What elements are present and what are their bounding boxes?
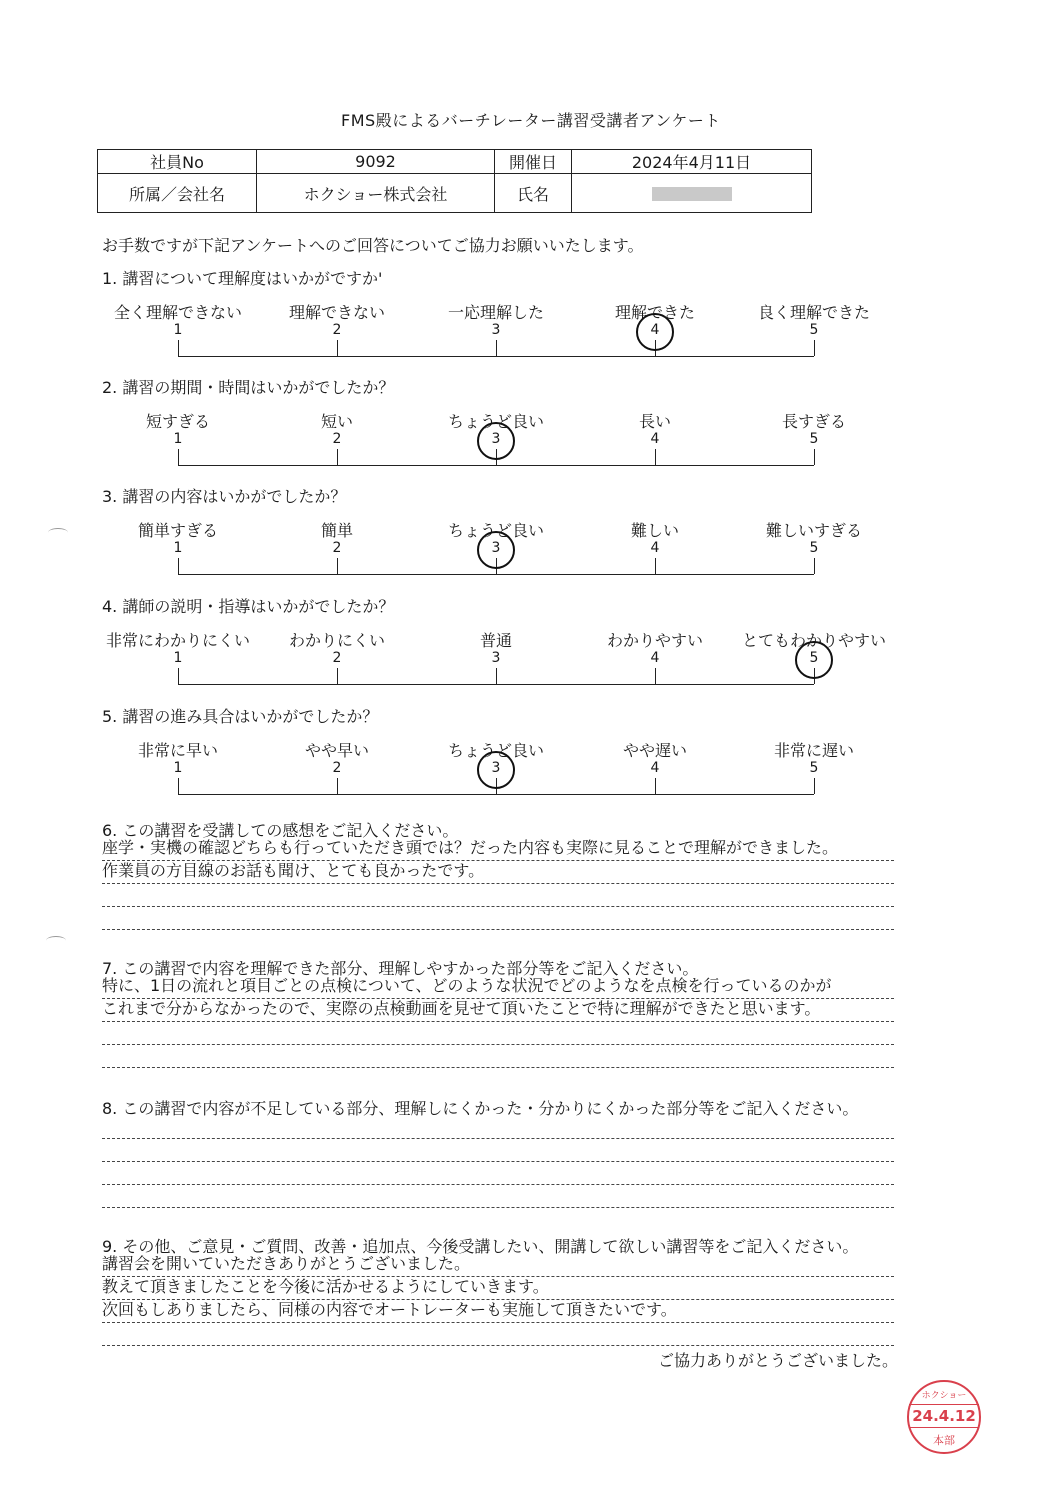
scale-number: 2	[332, 322, 342, 338]
answer-line: 作業員の方目線のお話も聞け、とても良かったです。	[102, 859, 894, 884]
question-4: 4. 講師の説明・指導はいかがでしたか？	[102, 597, 395, 616]
rating-scale-1	[0, 300, 1062, 370]
scale-label: 簡単	[320, 521, 353, 540]
stamp-company: ホクショー	[921, 1391, 967, 1401]
scale-tick	[814, 558, 815, 574]
question-3: 3. 講習の内容はいかがでしたか？	[102, 487, 347, 506]
scale-tick	[655, 668, 656, 684]
scale-label: やや遅い	[622, 741, 687, 760]
scale-number: 2	[332, 760, 342, 776]
scale-label: 長すぎる	[781, 412, 846, 431]
question-1: 1. 講習について理解度はいかがですか'	[102, 269, 383, 288]
scale-tick	[178, 558, 179, 574]
scale-number: 3	[491, 540, 501, 556]
scale-label: 長い	[638, 412, 671, 431]
answer-line	[102, 1020, 894, 1045]
scan-mark	[46, 936, 66, 945]
selected-answer-circle	[477, 751, 515, 789]
answer-line	[102, 1321, 894, 1346]
scale-number: 3	[491, 650, 501, 666]
company-value: ホクショー株式会社	[257, 174, 495, 213]
scale-label: 良く理解できた	[757, 303, 870, 322]
scale-tick	[337, 449, 338, 465]
selected-answer-circle	[477, 531, 515, 569]
scale-number: 2	[332, 650, 342, 666]
scale-label: 一応理解した	[447, 303, 544, 322]
closing-text: ご協力ありがとうございました。	[657, 1351, 898, 1370]
scale-tick	[337, 340, 338, 356]
scale-number: 4	[650, 431, 660, 447]
date-label: 開催日	[495, 150, 572, 174]
scale-label: とてもわかりやすい	[741, 631, 886, 650]
scale-number: 3	[491, 431, 501, 447]
scale-axis	[178, 356, 814, 357]
info-table	[97, 149, 812, 213]
answer-line	[102, 1160, 894, 1185]
answer-line	[102, 1137, 894, 1162]
answer-line: 教えて頂きましたことを今後に活かせるようにしていきます。	[102, 1275, 894, 1300]
scale-number: 5	[809, 540, 819, 556]
scale-label: 普通	[479, 631, 512, 650]
scan-mark	[48, 528, 68, 537]
scale-tick	[814, 449, 815, 465]
scale-tick	[496, 340, 497, 356]
scale-axis	[178, 794, 814, 795]
scale-number: 5	[809, 650, 819, 666]
question-7: 7. この講習で内容を理解できた部分、理解しやすかった部分等をご記入ください。	[102, 959, 699, 978]
selected-answer-circle	[636, 313, 674, 351]
document-title: FMS殿によるバーチレーター講習受講者アンケート	[341, 111, 721, 130]
answer-line: 次回もしありましたら、同様の内容でオートレーターも実施して頂きたいです。	[102, 1298, 894, 1323]
scale-label: ちょうど良い	[447, 741, 544, 760]
question-2: 2. 講習の期間・時間はいかがでしたか？	[102, 378, 395, 397]
scale-number: 5	[809, 760, 819, 776]
scale-tick	[655, 558, 656, 574]
scale-number: 3	[491, 322, 501, 338]
scale-tick	[178, 668, 179, 684]
name-value	[572, 174, 812, 213]
employee-no-label: 社員No	[98, 150, 257, 174]
scale-tick	[178, 449, 179, 465]
name-label: 氏名	[495, 174, 572, 213]
answer-line: 座学・実機の確認どちらも行っていただき頭では？だった内容も実際に見ることで理解ができました。	[102, 836, 894, 861]
question-5: 5. 講習の進み具合はいかがでしたか？	[102, 707, 379, 726]
answer-line	[102, 905, 894, 930]
answer-line: 講習会を開いていただきありがとうございました。	[102, 1252, 894, 1277]
answer-line	[102, 882, 894, 907]
scale-tick	[337, 558, 338, 574]
answer-line	[102, 1043, 894, 1068]
scale-tick	[655, 778, 656, 794]
scale-number: 3	[491, 760, 501, 776]
question-6: 6. この講習を受講しての感想をご記入ください。	[102, 821, 459, 840]
selected-answer-circle	[477, 422, 515, 460]
scale-label: 短い	[320, 412, 353, 431]
scale-label: ちょうど良い	[447, 412, 544, 431]
scale-label: 理解できない	[288, 303, 385, 322]
date-value: 2024年4月11日	[572, 150, 812, 174]
scale-number: 5	[809, 431, 819, 447]
question-9: 9. その他、ご意見・ご質問、改善・追加点、今後受講したい、開講して欲しい講習等をご記入ください。	[102, 1237, 859, 1256]
scale-axis	[178, 684, 814, 685]
intro-text: お手数ですが下記アンケートへのご回答についてご協力お願いいたします。	[102, 236, 644, 255]
scale-label: 全く理解できない	[113, 303, 242, 322]
employee-no-value: 9092	[257, 150, 495, 174]
scale-number: 1	[173, 431, 183, 447]
company-label: 所属／会社名	[98, 174, 257, 213]
scale-number: 4	[650, 650, 660, 666]
scale-axis	[178, 574, 814, 575]
scale-label: 理解できた	[614, 303, 695, 322]
rating-scale-5	[0, 738, 1062, 808]
scale-tick	[178, 778, 179, 794]
scale-tick	[337, 778, 338, 794]
scale-number: 4	[650, 760, 660, 776]
answer-line: これまで分からなかったので、実際の点検動画を見せて頂いたことで特に理解ができたと思います。	[102, 997, 894, 1022]
scale-tick	[337, 668, 338, 684]
scale-label: ちょうど良い	[447, 521, 544, 540]
stamp-department: 本部	[933, 1434, 955, 1447]
scale-label: 非常に早い	[137, 741, 218, 760]
selected-answer-circle	[795, 641, 833, 679]
scale-number: 4	[650, 540, 660, 556]
redacted-name	[652, 187, 732, 201]
scale-label: 難しい	[630, 521, 679, 540]
scale-number: 2	[332, 540, 342, 556]
scale-label: わかりやすい	[606, 631, 703, 650]
scale-number: 1	[173, 540, 183, 556]
scale-number: 1	[173, 322, 183, 338]
scale-tick	[496, 668, 497, 684]
stamp-date: 24.4.12	[909, 1404, 979, 1428]
scale-tick	[655, 449, 656, 465]
rating-scale-2	[0, 409, 1062, 479]
scale-tick	[178, 340, 179, 356]
scale-number: 5	[809, 322, 819, 338]
scale-tick	[814, 340, 815, 356]
received-stamp	[907, 1380, 981, 1454]
scale-tick	[814, 778, 815, 794]
scale-number: 1	[173, 650, 183, 666]
rating-scale-3	[0, 518, 1062, 588]
scale-label: 難しいすぎる	[765, 521, 862, 540]
scale-number: 2	[332, 431, 342, 447]
answer-line: 特に、1日の流れと項目ごとの点検について、どのような状況でどのようなを点検を行っているのかが	[102, 974, 894, 999]
scale-number: 4	[650, 322, 660, 338]
scale-number: 1	[173, 760, 183, 776]
rating-scale-4	[0, 628, 1062, 698]
scale-label: わかりにくい	[288, 631, 385, 650]
scale-axis	[178, 465, 814, 466]
scale-label: 非常に遅い	[773, 741, 854, 760]
answer-line	[102, 1114, 894, 1139]
scale-label: 短すぎる	[145, 412, 210, 431]
question-8: 8. この講習で内容が不足している部分、理解しにくかった・分かりにくかった部分等をご記入ください。	[102, 1099, 859, 1118]
scale-label: やや早い	[304, 741, 369, 760]
scale-label: 非常にわかりにくい	[105, 631, 250, 650]
scale-label: 簡単すぎる	[137, 521, 218, 540]
answer-line	[102, 1183, 894, 1208]
